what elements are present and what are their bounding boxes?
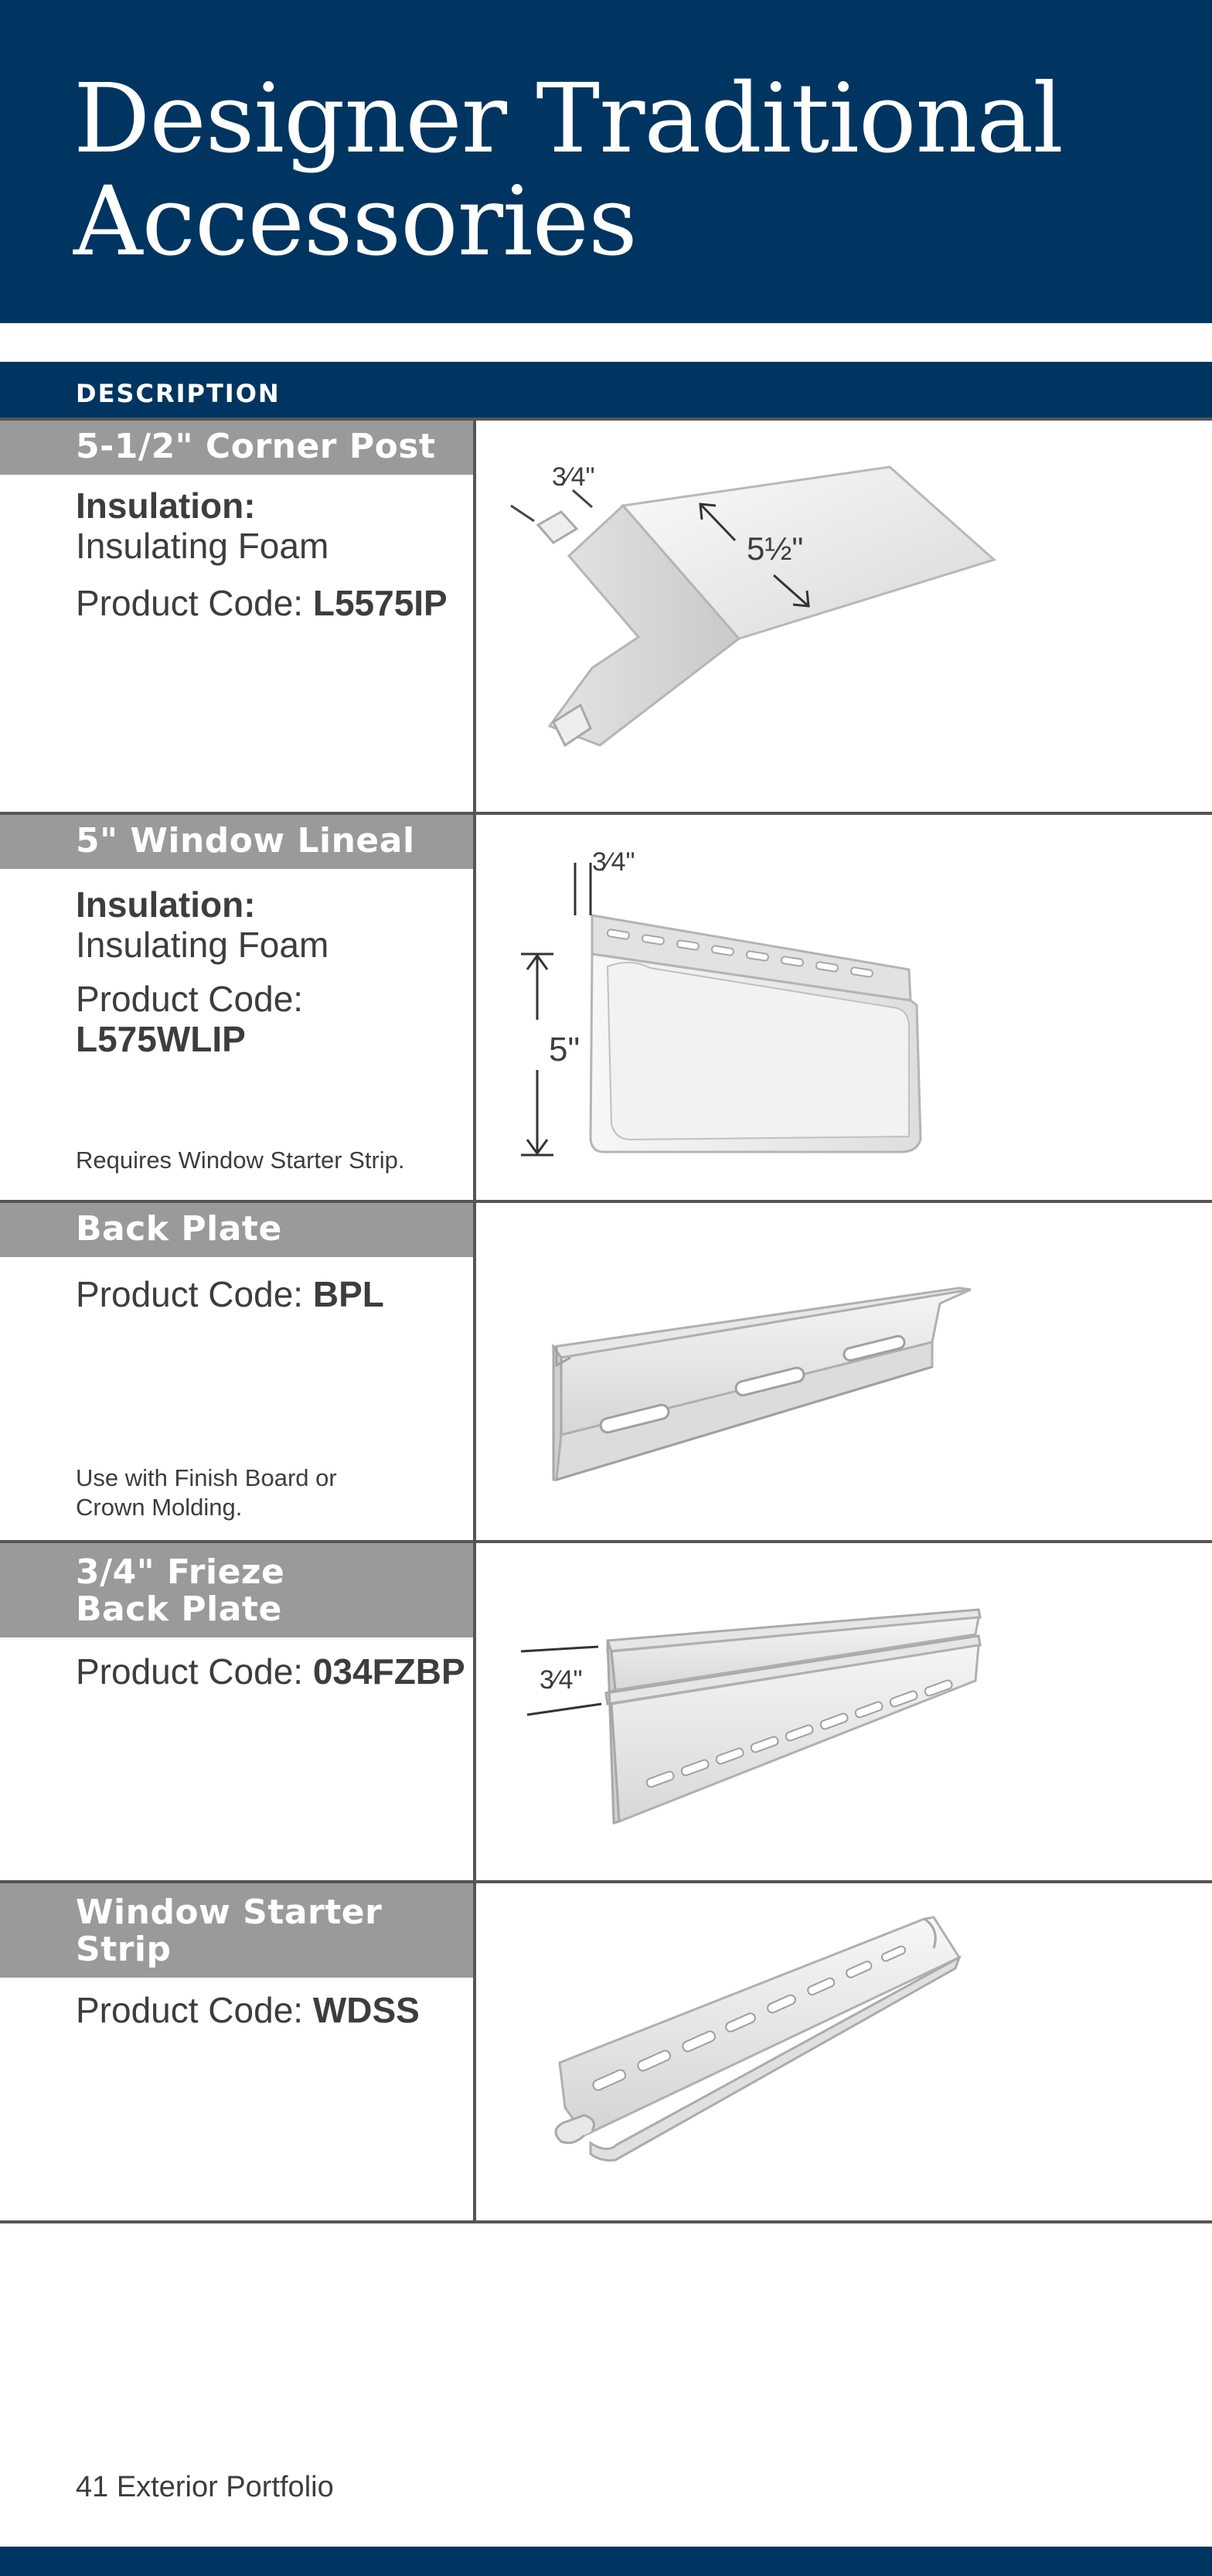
- product-note: Use with Finish Board or Crown Molding.: [76, 1464, 337, 1521]
- dimension-label: 5½": [747, 530, 804, 567]
- product-code: [76, 1651, 465, 1692]
- product-code-label: Product Code:: [76, 1651, 313, 1692]
- window-lineal-icon: [476, 815, 1212, 1200]
- description-header-label: DESCRIPTION: [76, 379, 281, 408]
- dimension-label: 5": [549, 1031, 580, 1068]
- page-title-line-1: Designer Traditional: [73, 63, 1063, 175]
- page-title-line-2: Accessories: [73, 166, 637, 278]
- product-code: [76, 583, 448, 623]
- product-name-bar: [0, 421, 473, 475]
- product-name-bar: [0, 1203, 473, 1257]
- frieze-back-plate-icon: [476, 1543, 1212, 1880]
- product-code-label: Product Code:: [76, 1990, 313, 2030]
- window-starter-strip-icon: [476, 1883, 1212, 2222]
- product-name: Window Starter Strip: [76, 1893, 383, 1969]
- dimension-label: 3⁄4": [552, 462, 595, 492]
- product-code: [76, 1990, 420, 2030]
- dimension-label: 3⁄4": [592, 847, 635, 877]
- page-footer-label: 41 Exterior Portfolio: [76, 2471, 334, 2503]
- product-code: [76, 1274, 384, 1314]
- product-code-value: 034FZBP: [312, 1651, 465, 1692]
- row-divider: [0, 2220, 1212, 2223]
- product-name: Back Plate: [76, 1209, 282, 1249]
- page-title: [73, 63, 1156, 278]
- product-code-label: Product Code:: [76, 979, 304, 1019]
- product-code-value: BPL: [312, 1274, 384, 1314]
- product-code-label: Product Code:: [76, 1274, 313, 1314]
- product-name-bar: [0, 1883, 473, 1978]
- footer-band: [0, 2547, 1212, 2576]
- insulation-value: Insulating Foam: [76, 925, 329, 965]
- product-code-value: L5575IP: [312, 583, 448, 623]
- product-name: 5" Window Lineal: [76, 821, 415, 860]
- product-name: 3/4" Frieze Back Plate: [76, 1552, 285, 1629]
- description-header-bar: [0, 362, 1212, 417]
- insulation-label: Insulation:: [76, 486, 256, 526]
- insulation-spec: [76, 486, 329, 566]
- back-plate-icon: [476, 1203, 1212, 1540]
- product-name: 5-1/2" Corner Post: [76, 427, 436, 466]
- product-name-bar: [0, 1543, 473, 1637]
- insulation-label: Insulation:: [76, 884, 256, 925]
- dimension-label: 3⁄4": [540, 1665, 583, 1695]
- insulation-value: Insulating Foam: [76, 526, 329, 566]
- product-note: Requires Window Starter Strip.: [76, 1147, 405, 1174]
- corner-post-icon: [476, 421, 1212, 812]
- insulation-spec: [76, 884, 329, 965]
- product-code-value: WDSS: [312, 1990, 420, 2030]
- product-code-value: L575WLIP: [76, 1019, 246, 1059]
- product-code: [76, 979, 303, 1059]
- product-code-label: Product Code:: [76, 583, 313, 623]
- product-name-bar: [0, 815, 473, 869]
